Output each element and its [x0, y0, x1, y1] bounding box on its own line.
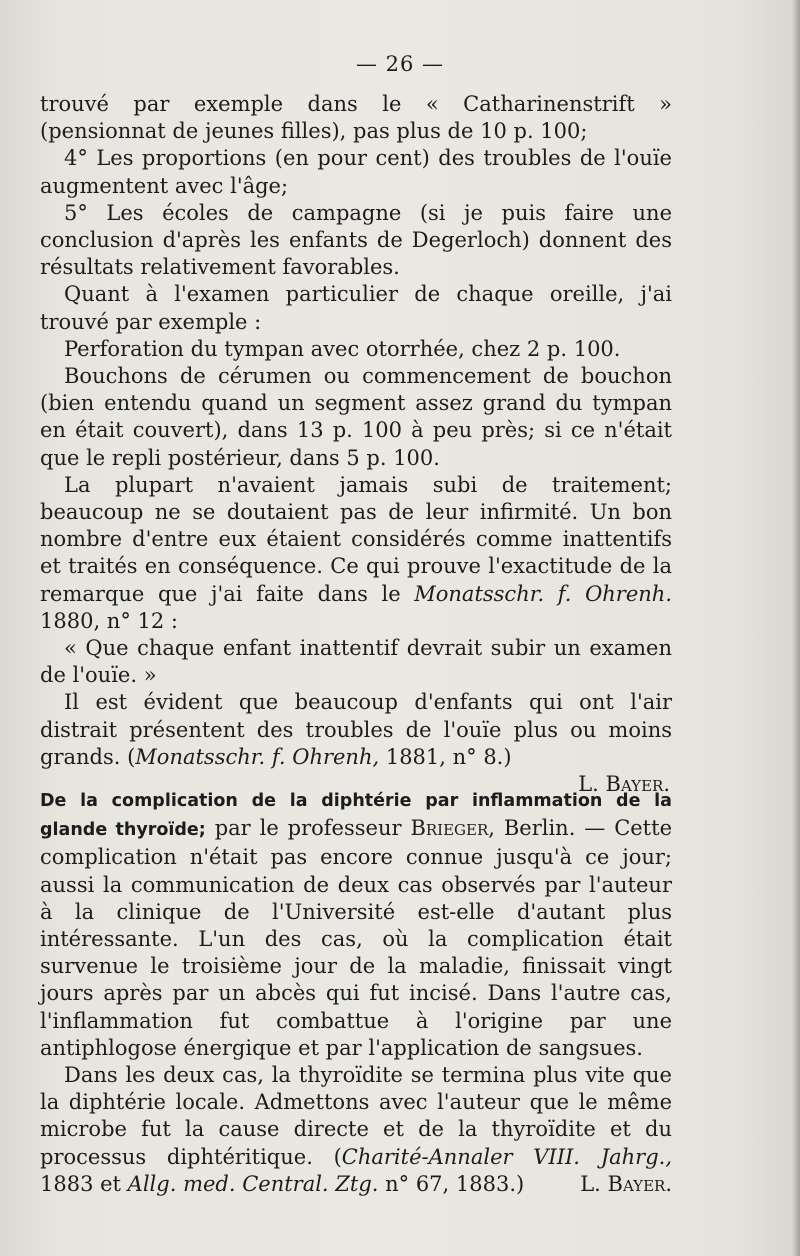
paragraph [40, 786, 672, 1062]
page-edge-shadow [792, 0, 800, 1256]
journal-citation: Monatsschr. f. Ohrenh, [135, 744, 380, 769]
text-run: n° 67, 1883.) [378, 1171, 525, 1196]
paragraph [40, 472, 672, 635]
text-run: par le professeur [205, 816, 411, 841]
signature: L. Bayer. [578, 772, 670, 797]
article-heading: De la complication de la diphtérie par inflammation de la glande thyroïde; [40, 791, 672, 841]
signature: L. Bayer. [580, 1171, 672, 1196]
author-name: Brieger [410, 816, 489, 841]
text-run: , Berlin. — Cette complication n'était pas encore connue jusqu'à ce jour; aussi la communication de deux cas observés par l'auteur à la clinique de l'Université est-elle d'autant plus intéressante. L'un des cas, où la complication était survenue le troisième jour de la maladie, finissait vingt jours après par un abcès qui fut incisé. Dans l'autre cas, l'inflammation fut combattue à l'origine par une antiphlogose énergique et par l'application de sangsues. [40, 816, 672, 1060]
page-number: — 26 — [355, 52, 445, 76]
journal-citation: Monatsschr. f. Ohrenh. [414, 581, 672, 606]
journal-citation: Allg. med. Central. Ztg. [127, 1171, 379, 1196]
text-run: Dans les deux cas, la thyroïdite se termina plus vite que la diphtérie locale. Admettons avec l'auteur que le même microbe fut la cause directe et de la thyroïdite et du processus diphtéritique. ( [40, 1063, 672, 1169]
text-run: 1883 et [40, 1171, 128, 1196]
paragraph: Bouchons de cérumen ou commencement de bouchon (bien entendu quand un segment assez grand du tympan en était couvert), dans 13 p. 100 à peu près; si ce n'était que le repli postérieur, dans 5 p. 100. [40, 364, 672, 470]
paragraph [40, 689, 672, 771]
article-ear-examination [40, 91, 672, 798]
text-run: La plupart n'avaient jamais subi de traitement; beaucoup ne se doutaient pas de leur infirmité. Un bon nombre d'entre eux étaient considérés comme inattentifs et traités en conséquence. Ce qui prouve l'exactitude de la remarque que j'ai faite dans le [40, 472, 672, 606]
paragraph: 4° Les proportions (en pour cent) des troubles de l'ouïe augmentent avec l'âge; [40, 146, 672, 198]
paragraph: trouvé par exemple dans le « Catharinenstrift » (pensionnat de jeunes filles), pas plus de 10 p. 100; [40, 92, 672, 144]
paragraph: « Que chaque enfant inattentif devrait subir un examen de l'ouïe. » [40, 636, 672, 688]
paragraph [40, 1062, 672, 1198]
article-diphtheria-thyroid [40, 786, 672, 1198]
journal-citation: Charité-Annaler VIII. Jahrg., [341, 1144, 672, 1169]
text-run: Il est évident que beaucoup d'enfants qui ont l'air distrait présentent des troubles de l'ouïe plus ou moins grands. ( [40, 690, 672, 769]
text-run: 1880, n° 12 : [40, 608, 178, 633]
paragraph: Perforation du tympan avec otorrhée, chez 2 p. 100. [64, 336, 621, 361]
text-run: 1881, n° 8.) [379, 744, 512, 769]
paragraph: Quant à l'examen particulier de chaque oreille, j'ai trouvé par exemple : [40, 282, 672, 334]
paragraph: 5° Les écoles de campagne (si je puis faire une conclusion d'après les enfants de Degerloch) donnent des résultats relativement favorables. [40, 200, 672, 280]
